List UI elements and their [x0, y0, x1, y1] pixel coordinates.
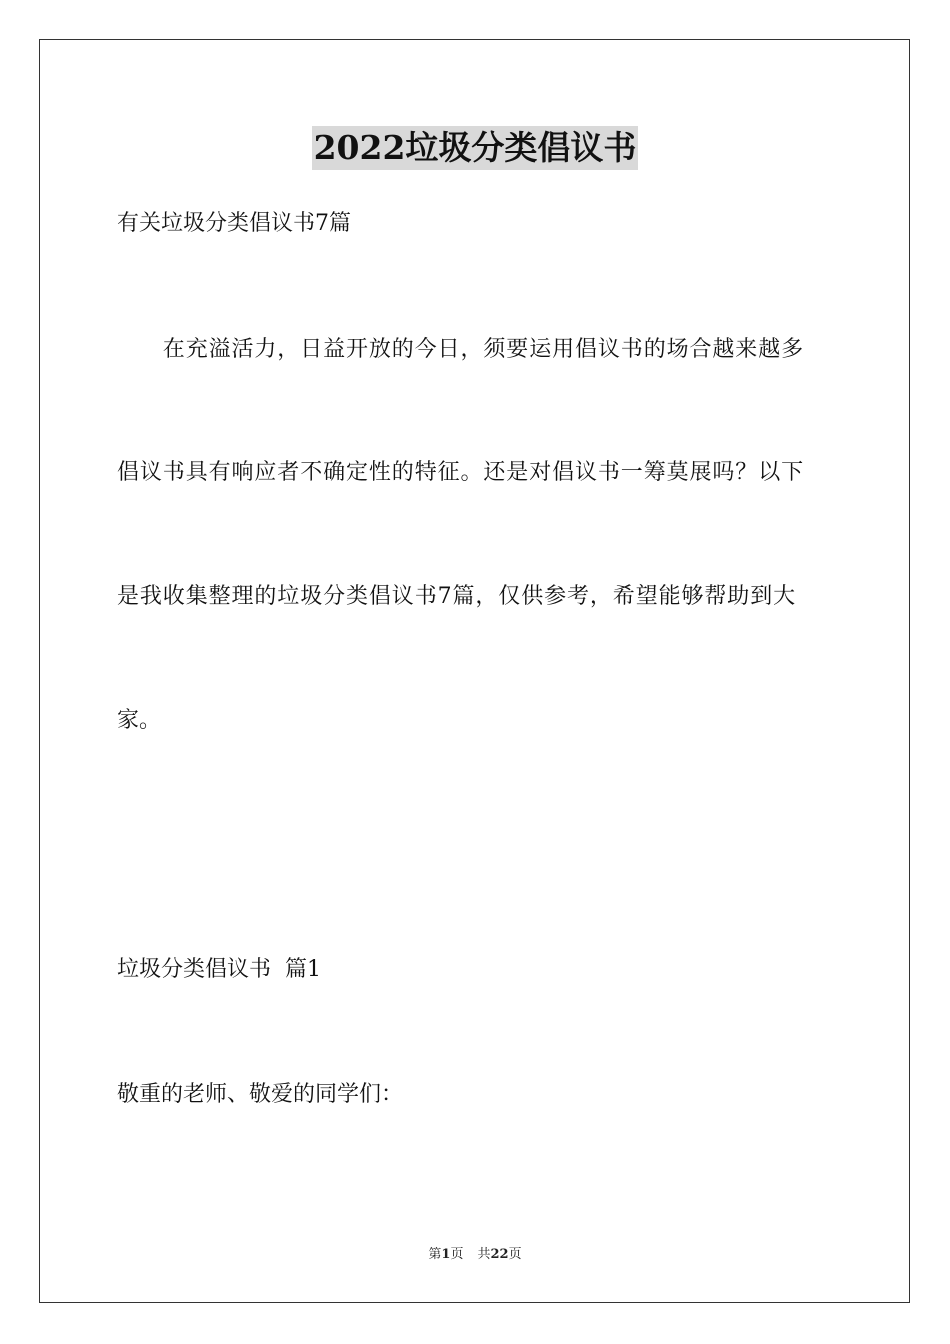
document-title: [0, 126, 950, 170]
salutation: 敬重的老师、敬爱的同学们：: [117, 1082, 404, 1107]
footer-page-current: 1: [441, 1247, 451, 1262]
footer-total-prefix: 共: [477, 1247, 491, 1262]
footer-page-total: 22: [490, 1247, 509, 1262]
section-heading: 垃圾分类倡议书 篇1: [117, 957, 321, 982]
page-footer: [0, 1246, 950, 1264]
document-subtitle: 有关垃圾分类倡议书7篇: [117, 211, 351, 236]
intro-line-4: 家。: [117, 708, 162, 733]
footer-page-unit: 页: [450, 1247, 464, 1262]
intro-line-1: 在充溢活力，日益开放的今日，须要运用倡议书的场合越来越多: [117, 337, 805, 362]
intro-line-2: 倡议书具有响应者不确定性的特征。还是对倡议书一筹莫展吗？以下: [117, 460, 805, 485]
footer-page-prefix: 第: [428, 1247, 442, 1262]
intro-line-3: 是我收集整理的垃圾分类倡议书7篇，仅供参考，希望能够帮助到大: [117, 584, 796, 609]
footer-total-unit: 页: [508, 1247, 522, 1262]
document-title-text: 2022垃圾分类倡议书: [312, 126, 639, 170]
